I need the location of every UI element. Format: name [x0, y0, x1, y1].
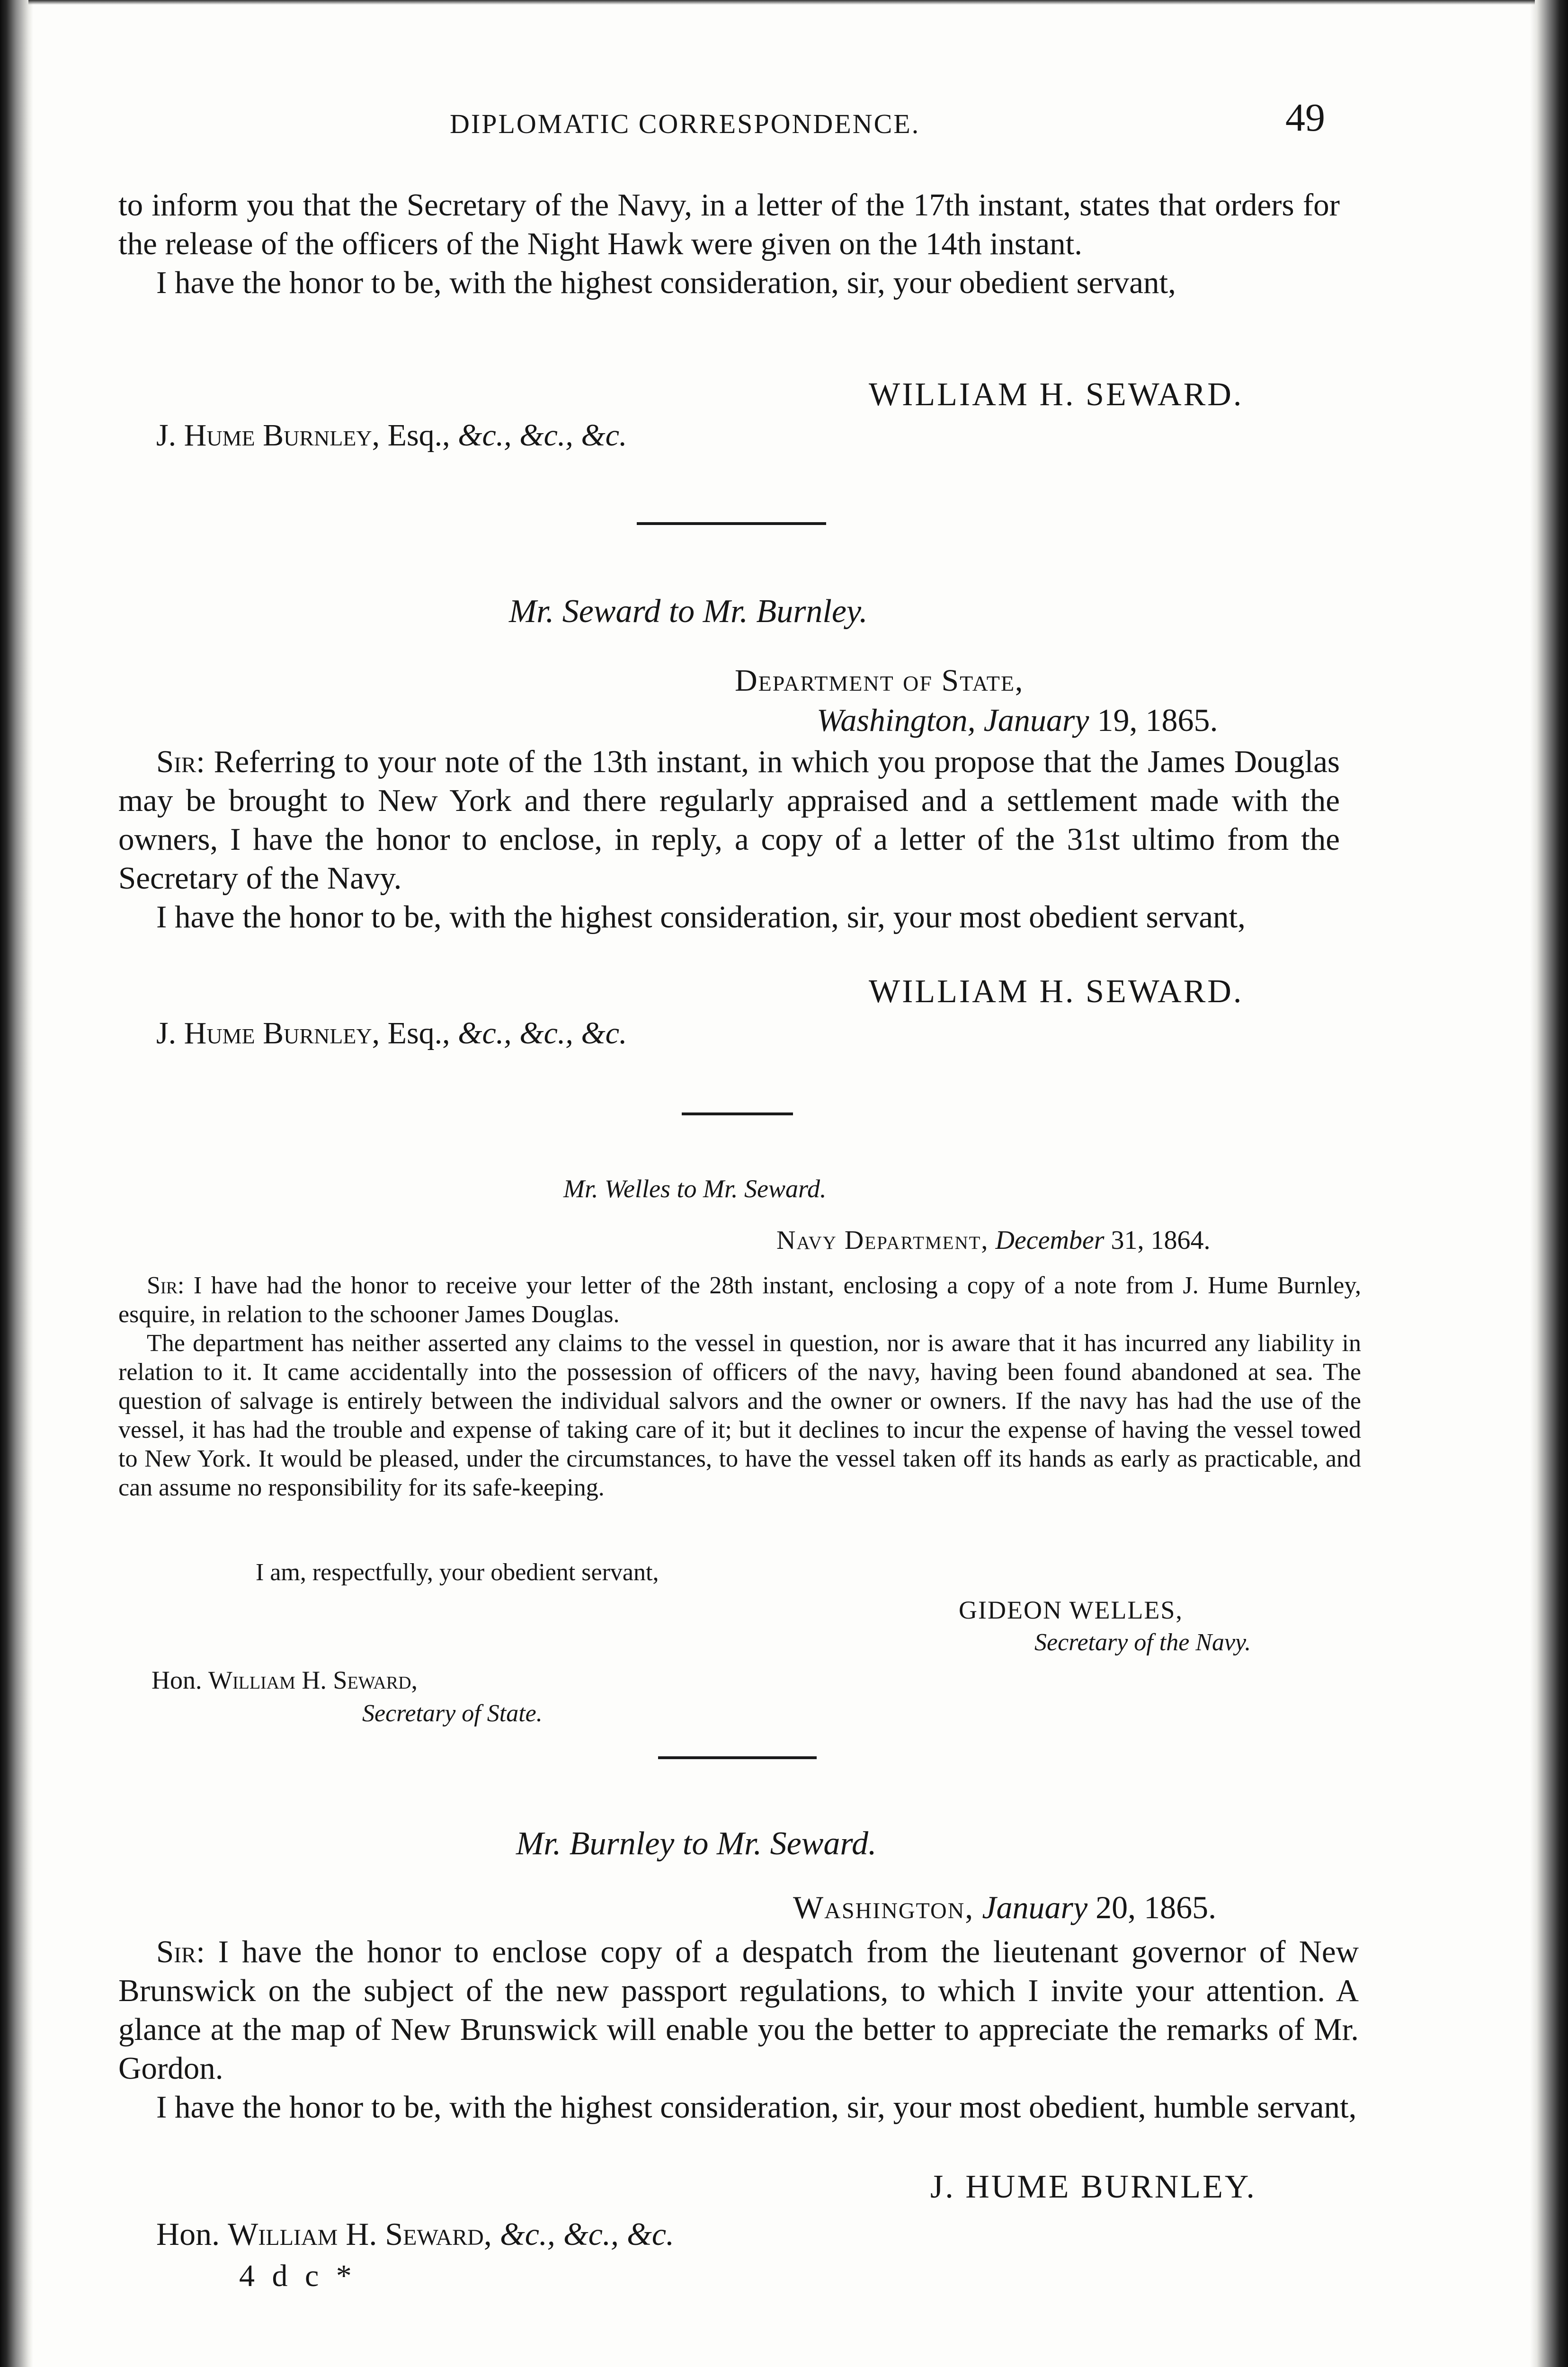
letter3-text2: The department has neither asserted any claims to the vessel in question, nor is aware that it has incurred any liability in relation to it. It came accidentally into the possession of officers of the navy, having been found abandoned at sea. The question of salvage is entirely between the individual salvors and the owner or owners. If the navy has had the use of the vessel, it has had the trouble and expense of taking care of it; but it declines to incur the expense of having the vessel towed to New York. It would be pleased, under the circumstances, to have the vessel taken off its hands as early as practicable, and can assume no responsibility for its safe-keeping.	[118, 1330, 1361, 1501]
letter3-addressee-name: William H. Seward,	[208, 1666, 418, 1694]
section-divider	[682, 1112, 793, 1115]
letter3-body	[118, 1271, 1361, 1502]
letter4-text: I have the honor to enclose copy of a despatch from the lieutenant governor of New Brunswick on the subject of the new passport regulations, to which I invite your attention. A glance at the map of New Brunswick will enable you the better to appreciate the remarks of Mr. Gordon.	[118, 1934, 1359, 2086]
letter2-addressee-name: J. Hume Burnley,	[156, 1016, 380, 1050]
letter3-addressee-title: Secretary of State.	[362, 1700, 543, 1727]
scan-right-edge	[1530, 0, 1568, 2367]
signature-mark: 4 d c *	[239, 2259, 356, 2293]
running-title: DIPLOMATIC CORRESPONDENCE.	[450, 108, 920, 139]
letter2-month: January	[983, 702, 1089, 738]
letter4-salutation: Sir:	[156, 1934, 205, 1969]
letter4-addressee-name: William H. Seward,	[228, 2216, 492, 2252]
letter2-place: Washington,	[817, 702, 976, 738]
letter4-addressee	[156, 2216, 674, 2253]
letter3-signature-title: Secretary of the Navy.	[1034, 1629, 1251, 1656]
letter3-salutation: Sir:	[147, 1272, 185, 1299]
letter2-addressee-esq: Esq.,	[387, 1016, 450, 1050]
letter3-text1: I have had the honor to receive your letter of the 28th instant, enclosing a copy of a note from J. Hume Burnley, esquire, in relation to the schooner James Douglas.	[118, 1272, 1362, 1328]
letter1-addressee-esq: Esq.,	[387, 418, 450, 453]
letter3-dept-date	[776, 1225, 1211, 1255]
letter2-body	[118, 742, 1340, 936]
letter2-title: Mr. Seward to Mr. Burnley.	[509, 593, 868, 630]
letter1-addressee	[156, 418, 627, 454]
letter2-text: Referring to your note of the 13th instant, in which you propose that the James Douglas may be brought to New York and there regularly appraised and a settlement made with the owners, I have the honor to enclose, in reply, a copy of a letter of the 31st ultimo from the Secretary of the Navy.	[118, 744, 1340, 896]
letter2-salutation: Sir:	[156, 744, 205, 779]
letter1-addressee-etc: &c., &c., &c.	[458, 418, 627, 453]
letter4-month: January	[982, 1889, 1088, 1925]
letter1-addressee-name: J. Hume Burnley,	[156, 418, 380, 453]
letter4-title: Mr. Burnley to Mr. Seward.	[516, 1825, 877, 1862]
letter3-signature: GIDEON WELLES,	[959, 1596, 1183, 1624]
letter3-day-year: 31, 1864.	[1111, 1226, 1211, 1255]
letter4-place-date	[793, 1889, 1216, 1926]
letter4-closing: I have the honor to be, with the highest consideration, sir, your most obedient, humble servant,	[156, 2090, 1357, 2125]
letter4-addressee-hon: Hon.	[156, 2216, 220, 2252]
section-divider	[658, 1756, 817, 1759]
page-number: 49	[1285, 96, 1325, 140]
scan-top-edge	[28, 0, 1535, 5]
letter2-signature: WILLIAM H. SEWARD.	[869, 973, 1244, 1010]
section-divider	[637, 522, 826, 525]
letter1-text: to inform you that the Secretary of the Navy, in a letter of the 17th instant, states that orders for the release of the officers of the Night Hawk were given on the 14th instant.	[118, 187, 1340, 261]
letter4-body	[118, 1932, 1359, 2127]
letter3-month: December	[995, 1226, 1105, 1255]
letter3-closing: I am, respectfully, your obedient servant,	[256, 1559, 659, 1586]
letter2-department: Department of State,	[735, 663, 1024, 698]
letter2-closing: I have the honor to be, with the highest consideration, sir, your most obedient servant,	[156, 899, 1246, 934]
letter3-title: Mr. Welles to Mr. Seward.	[563, 1175, 827, 1203]
letter1-signature: WILLIAM H. SEWARD.	[869, 376, 1244, 413]
scan-left-edge	[0, 0, 33, 2367]
letter1-closing: I have the honor to be, with the highest consideration, sir, your obedient servant,	[156, 265, 1176, 300]
letter3-addressee	[151, 1665, 418, 1695]
letter4-signature: J. HUME BURNLEY.	[930, 2169, 1256, 2205]
letter4-addressee-etc: &c., &c., &c.	[499, 2216, 675, 2252]
letter2-day-year: 19, 1865.	[1097, 702, 1218, 738]
letter1-body	[118, 186, 1340, 302]
letter2-addressee	[156, 1015, 627, 1051]
letter2-addressee-etc: &c., &c., &c.	[458, 1016, 627, 1050]
letter4-place: Washington,	[793, 1889, 974, 1925]
letter3-department: Navy Department,	[776, 1226, 989, 1255]
letter2-place-date	[817, 702, 1218, 739]
letter3-addressee-hon: Hon.	[151, 1666, 202, 1694]
letter4-day-year: 20, 1865.	[1096, 1889, 1217, 1925]
